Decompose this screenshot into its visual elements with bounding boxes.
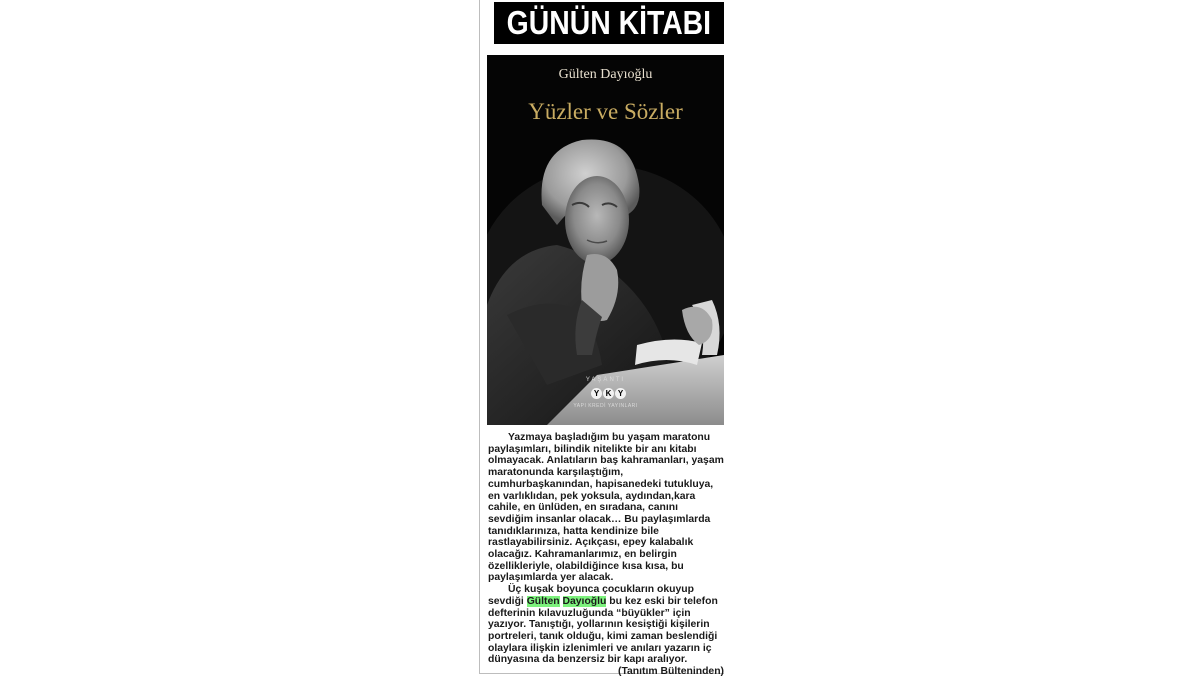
article-body: [488, 432, 724, 676]
section-header: [494, 2, 724, 44]
newspaper-clipping: [479, 0, 724, 674]
cover-author-name: Gülten Dayıoğlu: [558, 67, 653, 82]
cover-publisher-name: YAPI KREDİ YAYINLARI: [573, 403, 638, 409]
logo-letter: Y: [591, 388, 602, 399]
publisher-logo: [591, 388, 626, 400]
logo-letter: Y: [615, 388, 626, 399]
paragraph-2-start: Üç kuşak boyunca çocukların okuyup sevdiği: [488, 584, 694, 607]
highlighted-last-name: Dayıoğlu: [562, 595, 607, 607]
article-paragraph-2: [488, 584, 724, 666]
section-title: GÜNÜN KİTABI: [506, 4, 712, 41]
cover-book-title: Yüzler ve Sözler: [528, 99, 683, 124]
article-paragraph-1: Yazmaya başladığım bu yaşam maratonu paylaşımları, bilindik nitelikte bir anı kitabı olmayacak. Anlatıların baş kahramanları, yaşam maratonunda karşılaştığım, cumhurbaşkanından, hapisanedeki tutukluya, en varlıklıdan, pek yoksula, aydından,kara cahile, en ünlüden, en sıradana, canını sevdiğim insanlar olacak… Bu paylaşımlarda tanıdıklarınıza, hatta kendinize bile rastlayabilirsiniz. Açıkçası, epey kalabalık olacağız. Kahramanlarımız, en belirgin özellikleriyle, olabildiğince kısa kısa, bu paylaşımlarda yer alacak.: [488, 432, 724, 584]
cover-series-label: YAŞANTI: [585, 377, 626, 383]
highlighted-first-name: Gülten: [526, 595, 560, 607]
logo-letter: K: [603, 388, 614, 399]
paragraph-2-end: bu kez eski bir telefon defterinin kılavuzluğunda “büyükler” için yazıyor. Tanıştığı, yollarının kesiştiği kişilerin portreleri, tanık olduğu, kimi zaman beslendiği olaylara ilişkin izlenimleri ve anıları yazarın iç dünyasına da benzersiz bir kapı aralıyor.: [488, 595, 718, 666]
article-source: (Tanıtım Bülteninden): [617, 666, 724, 676]
book-cover: [487, 55, 724, 425]
